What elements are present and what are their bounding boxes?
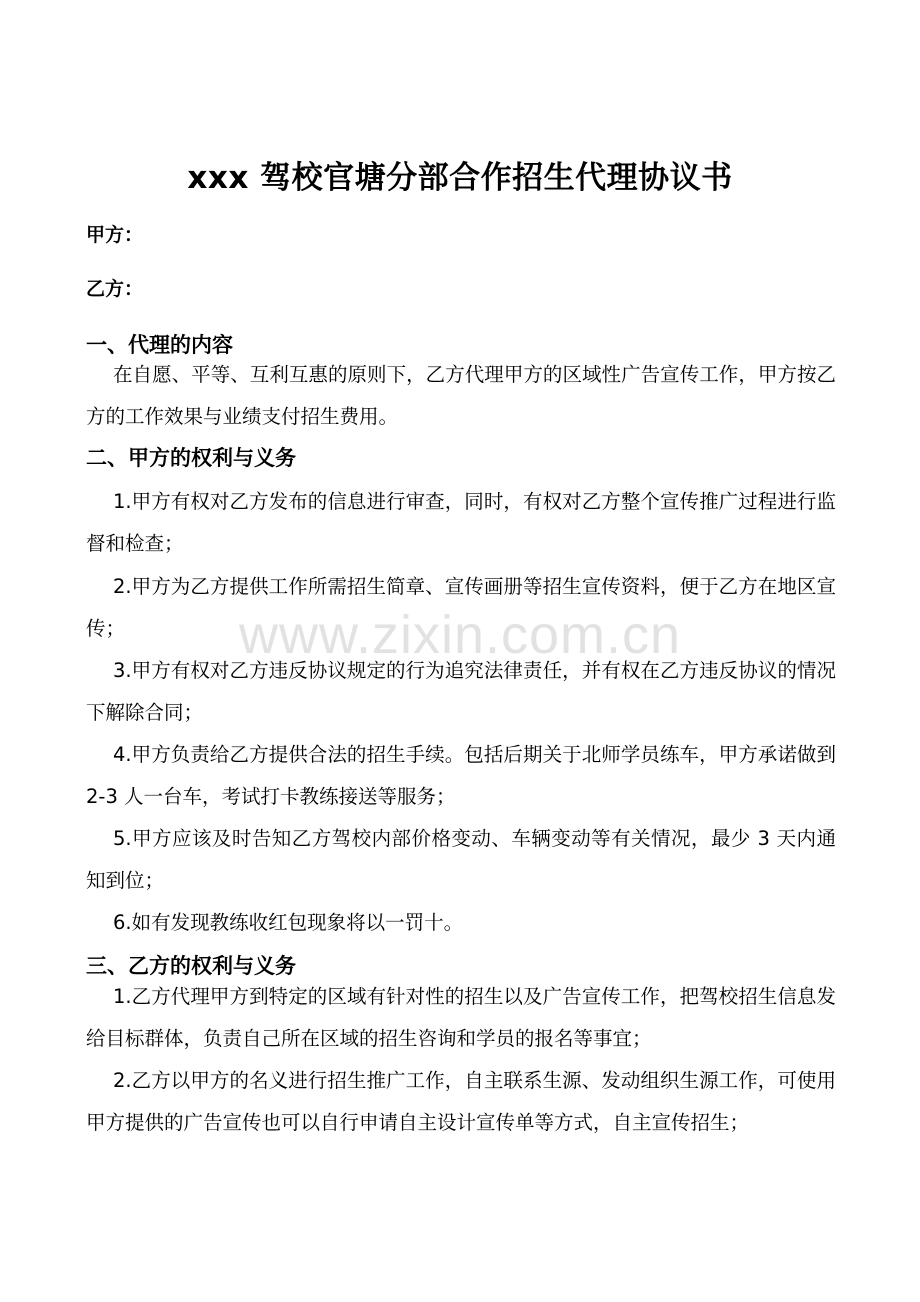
party-a-label: 甲方： (86, 224, 144, 246)
section-2-item-2: 2.甲方为乙方提供工作所需招生简章、宣传画册等招生宣传资料，便于乙方在地区宣传； (86, 575, 836, 640)
section-2-heading: 二、甲方的权利与义务 (86, 446, 296, 470)
document-title: xxx 驾校官塘分部合作招生代理协议书 (187, 160, 733, 196)
section-2-item-5: 5.甲方应该及时告知乙方驾校内部价格变动、车辆变动等有关情况，最少 3 天内通知到位； (86, 827, 836, 892)
party-b-label: 乙方： (86, 278, 144, 300)
section-2-item-3: 3.甲方有权对乙方违反协议规定的行为追究法律责任，并有权在乙方违反协议的情况下解除合同； (86, 659, 836, 724)
section-3-item-2: 2.乙方以甲方的名义进行招生推广工作，自主联系生源、发动组织生源工作，可使用甲方提供的广告宣传也可以自行申请自主设计宣传单等方式，自主宣传招生； (86, 1069, 836, 1134)
section-3-item-1: 1.乙方代理甲方到特定的区域有针对性的招生以及广告宣传工作，把驾校招生信息发给目标群体，负责自己所在区域的招生咨询和学员的报名等事宜； (86, 985, 836, 1050)
section-1-heading: 一、代理的内容 (86, 333, 233, 357)
section-2-item-4: 4.甲方负责给乙方提供合法的招生手续。包括后期关于北师学员练车，甲方承诺做到 2-3 人一台车，考试打卡教练接送等服务； (86, 743, 836, 808)
section-3-heading: 三、乙方的权利与义务 (86, 954, 296, 978)
section-2-item-6: 6.如有发现教练收红包现象将以一罚十。 (113, 911, 464, 934)
watermark: www.zixin.com.cn (238, 605, 682, 665)
section-2-item-1: 1.甲方有权对乙方发布的信息进行审查，同时，有权对乙方整个宣传推广过程进行监督和检查； (86, 490, 836, 555)
section-1-paragraph-1: 在自愿、平等、互利互惠的原则下，乙方代理甲方的区域性广告宣传工作，甲方按乙方的工作效果与业绩支付招生费用。 (86, 363, 836, 428)
